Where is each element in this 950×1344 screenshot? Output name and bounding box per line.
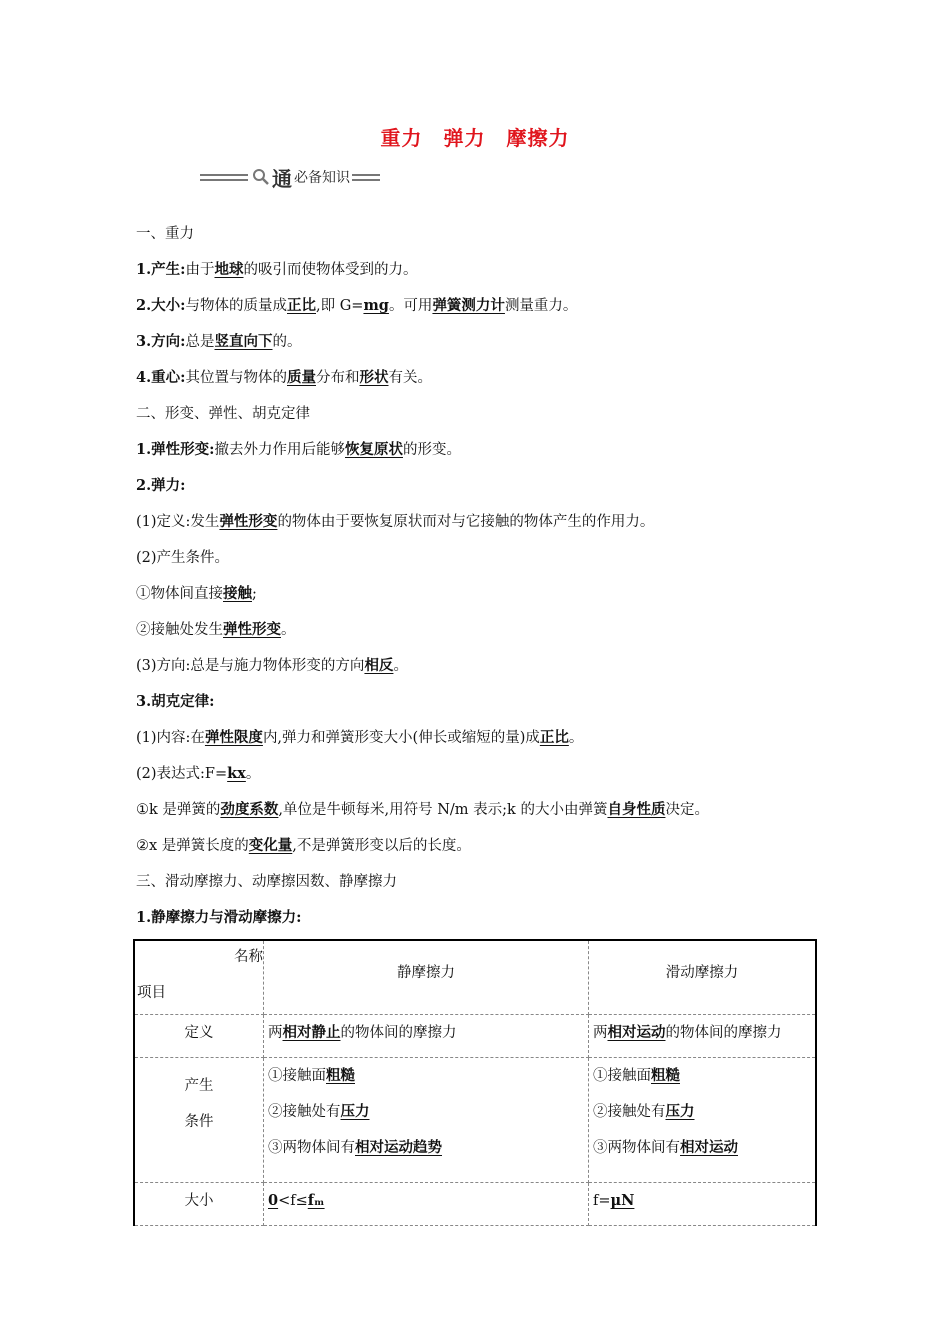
text-run: (1)定义:发生 bbox=[136, 514, 220, 530]
text-line bbox=[136, 256, 836, 292]
answer-keyword: 弹性形变 bbox=[219, 513, 278, 530]
sliding-friction-cell bbox=[589, 1183, 817, 1226]
answer-keyword: 弹性形变 bbox=[223, 621, 281, 638]
banner-rule-right bbox=[352, 174, 380, 181]
sliding-friction-cell bbox=[589, 1058, 817, 1183]
header-sliding-friction: 滑动摩擦力 bbox=[589, 940, 817, 1015]
table-corner-cell bbox=[134, 940, 264, 1015]
header-static-friction: 静摩擦力 bbox=[264, 940, 589, 1015]
text-line bbox=[136, 832, 836, 868]
text-run: 其位置与物体的 bbox=[185, 370, 287, 386]
cell-line bbox=[268, 1134, 588, 1170]
answer-keyword: 自身性质 bbox=[607, 801, 666, 818]
text-run: <f≤ bbox=[278, 1193, 308, 1209]
table-row bbox=[134, 1058, 816, 1183]
text-run: ②接触处发生 bbox=[136, 622, 223, 638]
item-heading: 2.弹力: bbox=[136, 477, 186, 494]
text-run: ; bbox=[252, 586, 257, 602]
answer-keyword: 地球 bbox=[214, 261, 244, 278]
text-run: 。 bbox=[393, 658, 408, 674]
text-run: (3)方向:总是与施力物体形变的方向 bbox=[136, 658, 365, 674]
cell-line bbox=[268, 1019, 588, 1055]
text-line bbox=[136, 508, 836, 544]
table-row bbox=[134, 1183, 816, 1226]
text-run: ②x 是弹簧长度的 bbox=[136, 838, 249, 854]
item-heading: 1.产生: bbox=[136, 261, 186, 278]
banner-text: 必备知识 bbox=[294, 170, 350, 186]
text-run: 内,弹力和弹簧形变大小(伸长或缩短的量)成 bbox=[262, 730, 540, 746]
text-run: 的物体由于要恢复原状而对与它接触的物体产生的作用力。 bbox=[277, 514, 655, 530]
text-run: ③两物体间有 bbox=[593, 1140, 680, 1156]
text-run: ①接触面 bbox=[268, 1068, 326, 1084]
item-heading: 3.方向: bbox=[136, 333, 186, 350]
answer-keyword: 粗糙 bbox=[326, 1067, 355, 1084]
item-heading: 2.大小: bbox=[136, 297, 186, 314]
text-run: (1)内容:在 bbox=[136, 730, 205, 746]
answer-keyword: 竖直向下 bbox=[214, 333, 273, 350]
text-line bbox=[136, 400, 836, 436]
row-label-text: 定义 bbox=[184, 1025, 214, 1041]
answer-keyword: 压力 bbox=[340, 1103, 370, 1120]
text-run: 两 bbox=[268, 1025, 283, 1041]
answer-keyword: 压力 bbox=[665, 1103, 695, 1120]
text-run: ①接触面 bbox=[593, 1068, 651, 1084]
text-run: 。 bbox=[281, 622, 296, 638]
text-run: ①k 是弹簧的 bbox=[136, 802, 221, 818]
text-run: ,不是弹簧形变以后的长度。 bbox=[292, 838, 471, 854]
text-line bbox=[136, 436, 836, 472]
banner-rule-left bbox=[200, 174, 248, 181]
text-run: 与物体的质量成 bbox=[185, 298, 287, 314]
answer-keyword: 相反 bbox=[364, 657, 394, 674]
text-line bbox=[136, 364, 836, 400]
corner-label-name: 名称 bbox=[234, 949, 263, 965]
text-run: 。可用 bbox=[388, 298, 433, 314]
table-row bbox=[134, 1015, 816, 1058]
text-run: 由于 bbox=[185, 262, 215, 278]
row-label-text: 大小 bbox=[184, 1193, 214, 1209]
answer-keyword: μN bbox=[610, 1192, 635, 1209]
item-heading: 1.弹性形变: bbox=[136, 441, 215, 458]
row-label bbox=[134, 1015, 264, 1058]
cell-line bbox=[268, 1187, 588, 1223]
static-friction-cell bbox=[264, 1015, 589, 1058]
text-line bbox=[136, 760, 836, 796]
text-run: 一、重力 bbox=[136, 226, 194, 242]
text-line bbox=[136, 868, 836, 904]
answer-keyword: 劲度系数 bbox=[220, 801, 279, 818]
text-run: ,即 G= bbox=[316, 298, 364, 314]
answer-keyword: 弹簧测力计 bbox=[432, 297, 505, 314]
answer-keyword: 形状 bbox=[359, 369, 389, 386]
section-banner bbox=[200, 162, 430, 192]
text-line bbox=[136, 652, 836, 688]
item-heading: 1.静摩擦力与滑动摩擦力: bbox=[136, 909, 302, 926]
text-run: 有关。 bbox=[388, 370, 432, 386]
answer-keyword: fₘ bbox=[307, 1192, 325, 1209]
friction-table bbox=[133, 939, 817, 1226]
text-run: 撤去外力作用后能够 bbox=[214, 442, 345, 458]
text-run: 。 bbox=[568, 730, 584, 746]
answer-keyword: 变化量 bbox=[248, 837, 293, 854]
cell-line bbox=[593, 1019, 815, 1055]
text-run: 三、滑动摩擦力、动摩擦因数、静摩擦力 bbox=[136, 874, 397, 890]
static-friction-cell bbox=[264, 1058, 589, 1183]
text-run: 总是 bbox=[185, 334, 215, 350]
sliding-friction-cell bbox=[589, 1015, 817, 1058]
answer-keyword: 正比 bbox=[539, 729, 569, 746]
page-title: 重力 弹力 摩擦力 bbox=[380, 126, 570, 150]
row-label-text: 产生 bbox=[184, 1078, 214, 1094]
answer-keyword: 相对静止 bbox=[282, 1024, 341, 1041]
cell-line bbox=[593, 1187, 815, 1223]
answer-keyword: 0 bbox=[268, 1192, 279, 1209]
text-run: f= bbox=[593, 1193, 611, 1209]
text-run: 决定。 bbox=[665, 802, 709, 818]
text-line bbox=[136, 220, 836, 256]
text-line bbox=[136, 904, 836, 940]
text-run: 的吸引而使物体受到的力。 bbox=[243, 262, 418, 278]
cell-line bbox=[268, 1098, 588, 1134]
text-line bbox=[136, 688, 836, 724]
text-line bbox=[136, 724, 836, 760]
text-run: ②接触处有 bbox=[593, 1104, 666, 1120]
cell-line bbox=[593, 1098, 815, 1134]
item-heading: 4.重心: bbox=[136, 369, 186, 386]
text-run: (2)表达式:F= bbox=[136, 766, 228, 782]
magnifier-icon bbox=[252, 168, 270, 186]
answer-keyword: 相对运动 bbox=[680, 1139, 738, 1156]
table-header-row bbox=[134, 940, 816, 1015]
cell-line bbox=[268, 1062, 588, 1098]
answer-keyword: 粗糙 bbox=[651, 1067, 680, 1084]
text-run: 两 bbox=[593, 1025, 608, 1041]
answer-keyword: mg bbox=[363, 297, 389, 314]
answer-keyword: 质量 bbox=[287, 369, 316, 386]
text-run: (2)产生条件。 bbox=[136, 550, 230, 566]
text-run: 分布和 bbox=[316, 370, 360, 386]
text-run: 的。 bbox=[272, 334, 302, 350]
item-heading: 3.胡克定律: bbox=[136, 693, 215, 710]
text-run: ①物体间直接 bbox=[136, 586, 223, 602]
text-run: 的物体间的摩擦力 bbox=[340, 1025, 457, 1041]
text-line bbox=[136, 292, 836, 328]
corner-label-item: 项目 bbox=[137, 985, 166, 1001]
static-friction-cell bbox=[264, 1183, 589, 1226]
text-run: 。 bbox=[245, 766, 261, 782]
text-line bbox=[136, 544, 836, 580]
row-label bbox=[134, 1058, 264, 1183]
text-line bbox=[136, 328, 836, 364]
text-line bbox=[136, 796, 836, 832]
text-run: 测量重力。 bbox=[504, 298, 578, 314]
text-line bbox=[136, 616, 836, 652]
text-run: ③两物体间有 bbox=[268, 1140, 355, 1156]
answer-keyword: 相对运动趋势 bbox=[355, 1139, 442, 1156]
text-line bbox=[136, 580, 836, 616]
text-run: ,单位是牛顿每米,用符号 N/m 表示;k 的大小由弹簧 bbox=[278, 802, 608, 818]
cell-line bbox=[593, 1062, 815, 1098]
answer-keyword: kx bbox=[227, 765, 246, 782]
text-run: 的形变。 bbox=[403, 442, 461, 458]
text-run: 的物体间的摩擦力 bbox=[665, 1025, 782, 1041]
row-label-text: 条件 bbox=[184, 1114, 214, 1130]
answer-keyword: 恢复原状 bbox=[345, 441, 403, 458]
answer-keyword: 弹性限度 bbox=[204, 729, 263, 746]
answer-keyword: 正比 bbox=[287, 297, 316, 314]
answer-keyword: 相对运动 bbox=[607, 1024, 666, 1041]
text-line bbox=[136, 472, 836, 508]
text-run: ②接触处有 bbox=[268, 1104, 341, 1120]
content-body bbox=[136, 220, 836, 940]
row-label bbox=[134, 1183, 264, 1226]
cell-line bbox=[593, 1134, 815, 1170]
text-run: 二、形变、弹性、胡克定律 bbox=[136, 406, 310, 422]
banner-seal: 通 bbox=[272, 166, 292, 191]
answer-keyword: 接触 bbox=[223, 585, 252, 602]
